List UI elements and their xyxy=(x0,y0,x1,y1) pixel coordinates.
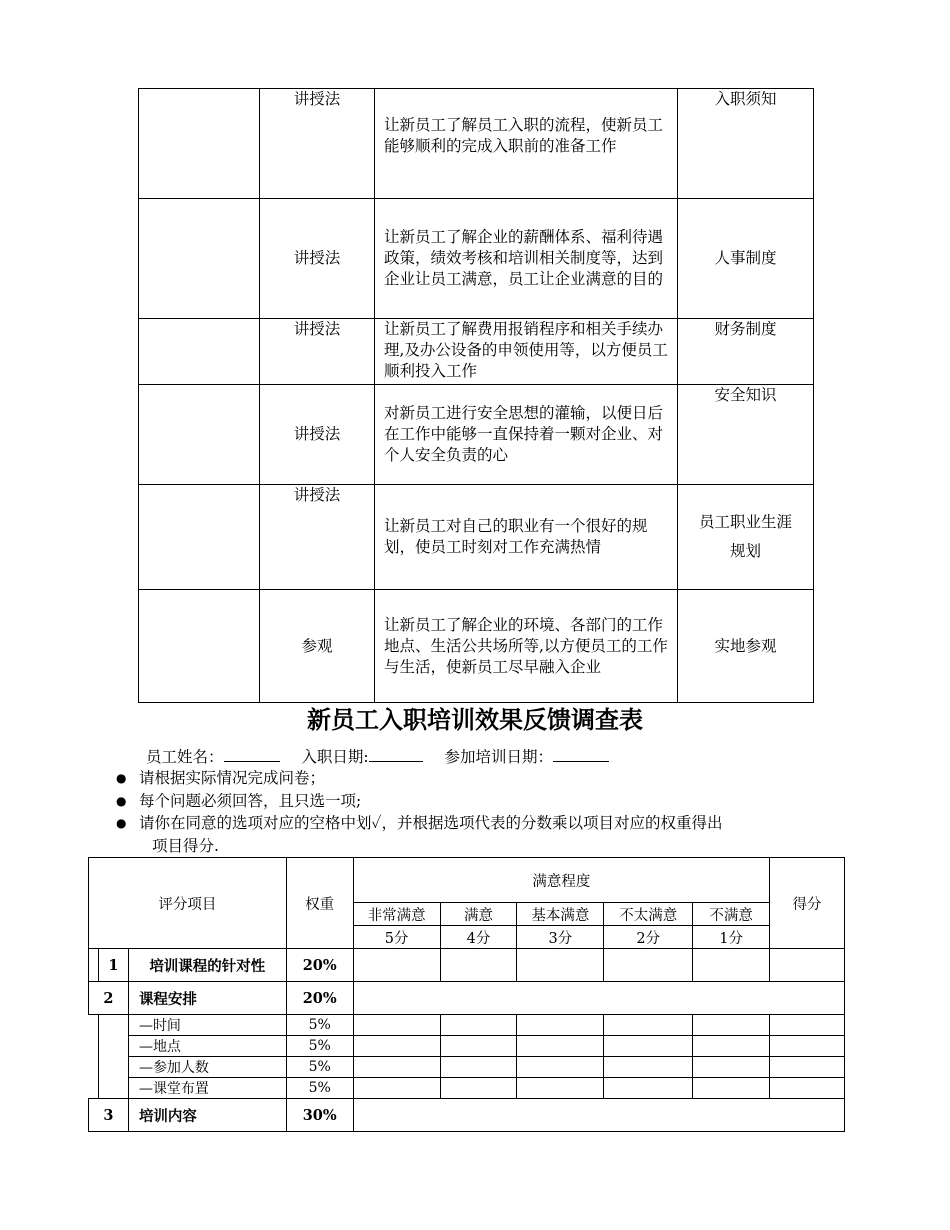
training-purpose: 让新员工了解员工入职的流程，使新员工能够顺利的完成入职前的准备工作 xyxy=(375,89,678,199)
training-topic: 人事制度 xyxy=(678,199,814,319)
bullet-icon: ● xyxy=(116,816,127,830)
check-cell[interactable] xyxy=(440,1078,517,1099)
level-basically-satisfied: 基本满意 xyxy=(517,903,604,926)
subitem-name: —时间 xyxy=(128,1015,286,1036)
check-cell[interactable] xyxy=(517,1015,604,1036)
points-4: 4分 xyxy=(440,926,517,949)
table-row xyxy=(89,1099,845,1132)
points-3: 3分 xyxy=(517,926,604,949)
training-purpose: 让新员工了解企业的环境、各部门的工作地点、生活公共场所等,以方便员工的工作与生活，使新员工尽早融入企业 xyxy=(375,590,678,703)
check-cell[interactable] xyxy=(440,1015,517,1036)
score-cell[interactable] xyxy=(770,949,845,982)
check-cell[interactable] xyxy=(517,1078,604,1099)
item-number: 1 xyxy=(98,949,128,982)
name-blank[interactable] xyxy=(224,745,280,762)
check-cell[interactable] xyxy=(353,1078,440,1099)
points-1: 1分 xyxy=(693,926,770,949)
training-date-label: 参加培训日期： xyxy=(444,748,554,766)
training-purpose: 让新员工了解企业的薪酬体系、福利待遇政策，绩效考核和培训相关制度等，达到企业让员工满意，员工让企业满意的目的 xyxy=(375,199,678,319)
table-row xyxy=(139,89,814,199)
check-cell[interactable] xyxy=(693,949,770,982)
check-cell[interactable] xyxy=(517,949,604,982)
item-weight: 30% xyxy=(286,1099,353,1132)
training-topic: 安全知识 xyxy=(678,385,814,485)
instruction-text: 每个问题必须回答，且只选一项; xyxy=(139,791,362,810)
check-cell[interactable] xyxy=(604,949,693,982)
table-row xyxy=(139,199,814,319)
header-weight: 权重 xyxy=(286,858,353,949)
subitem-weight: 5% xyxy=(286,1015,353,1036)
list-item xyxy=(112,790,872,813)
training-topic: 入职须知 xyxy=(678,89,814,199)
training-plan-table xyxy=(138,88,814,703)
table-row xyxy=(139,590,814,703)
training-topic: 员工职业生涯规划 xyxy=(678,485,814,590)
table-row xyxy=(89,949,845,982)
table-row xyxy=(89,1036,845,1057)
check-cell[interactable] xyxy=(517,1036,604,1057)
survey-title: 新员工入职培训效果反馈调查表 xyxy=(307,705,643,734)
subitem-weight: 5% xyxy=(286,1078,353,1099)
training-purpose: 让新员工对自己的职业有一个很好的规划，使员工时刻对工作充满热情 xyxy=(375,485,678,590)
empty-cell xyxy=(139,385,260,485)
item-name: 培训内容 xyxy=(128,1099,286,1132)
subitem-name: —课堂布置 xyxy=(128,1078,286,1099)
level-unsatisfied: 不满意 xyxy=(693,903,770,926)
instructions-list xyxy=(112,767,872,857)
check-cell[interactable] xyxy=(604,1078,693,1099)
level-not-very-satisfied: 不太满意 xyxy=(604,903,693,926)
training-method: 参观 xyxy=(260,590,375,703)
spacer-cell xyxy=(89,1015,99,1099)
score-cell[interactable] xyxy=(770,1015,845,1036)
empty-cell xyxy=(139,199,260,319)
table-row xyxy=(139,485,814,590)
training-topic: 实地参观 xyxy=(678,590,814,703)
subitem-name: —地点 xyxy=(128,1036,286,1057)
check-cell[interactable] xyxy=(604,1015,693,1036)
check-cell[interactable] xyxy=(353,1036,440,1057)
level-satisfied: 满意 xyxy=(440,903,517,926)
check-cell[interactable] xyxy=(353,1015,440,1036)
check-cell[interactable] xyxy=(440,1036,517,1057)
check-cell[interactable] xyxy=(517,1057,604,1078)
training-topic: 财务制度 xyxy=(678,319,814,385)
item-name: 培训课程的针对性 xyxy=(128,949,286,982)
points-2: 2分 xyxy=(604,926,693,949)
table-row xyxy=(89,1078,845,1099)
check-cell[interactable] xyxy=(693,1078,770,1099)
check-cell[interactable] xyxy=(693,1057,770,1078)
table-row xyxy=(89,982,845,1015)
training-method: 讲授法 xyxy=(260,89,375,199)
name-label: 员工姓名： xyxy=(146,748,224,766)
table-row xyxy=(139,385,814,485)
empty-cell xyxy=(139,89,260,199)
header-item: 评分项目 xyxy=(89,858,287,949)
check-cell[interactable] xyxy=(440,1057,517,1078)
check-cell[interactable] xyxy=(353,1057,440,1078)
header-satisfaction: 满意程度 xyxy=(353,858,769,903)
employee-info-line xyxy=(146,745,609,768)
training-method: 讲授法 xyxy=(260,485,375,590)
instruction-text: 请你在同意的选项对应的空格中划✓，并根据选项代表的分数乘以项目对应的权重得出 xyxy=(139,814,723,832)
item-weight: 20% xyxy=(286,982,353,1015)
training-purpose: 对新员工进行安全思想的灌输，以便日后在工作中能够一直保持着一颗对企业、对个人安全负责的心 xyxy=(375,385,678,485)
item-weight: 20% xyxy=(286,949,353,982)
check-cell[interactable] xyxy=(353,949,440,982)
entry-date-label: 入职日期: xyxy=(301,748,369,766)
score-cell[interactable] xyxy=(770,1078,845,1099)
check-cell[interactable] xyxy=(693,1015,770,1036)
sub-group-cell xyxy=(98,1015,128,1099)
check-cell[interactable] xyxy=(604,1036,693,1057)
subitem-weight: 5% xyxy=(286,1036,353,1057)
table-row xyxy=(89,1015,845,1036)
item-number: 2 xyxy=(89,982,129,1015)
empty-cell xyxy=(139,485,260,590)
empty-cell xyxy=(139,319,260,385)
training-method: 讲授法 xyxy=(260,199,375,319)
list-item xyxy=(112,812,872,835)
points-5: 5分 xyxy=(353,926,440,949)
entry-date-blank[interactable] xyxy=(369,745,423,762)
table-header-row xyxy=(89,858,845,903)
item-name: 课程安排 xyxy=(128,982,286,1015)
bullet-icon: ● xyxy=(116,793,127,808)
check-cell[interactable] xyxy=(440,949,517,982)
spacer-cell xyxy=(89,949,99,982)
score-cell[interactable] xyxy=(770,1057,845,1078)
check-cell[interactable] xyxy=(693,1036,770,1057)
subitem-name: —参加人数 xyxy=(128,1057,286,1078)
table-row xyxy=(139,319,814,385)
merged-cell xyxy=(353,982,844,1015)
merged-cell xyxy=(353,1099,844,1132)
bullet-icon: ● xyxy=(116,771,127,785)
level-very-satisfied: 非常满意 xyxy=(353,903,440,926)
training-date-blank[interactable] xyxy=(553,745,609,762)
empty-cell xyxy=(139,590,260,703)
table-row xyxy=(89,1057,845,1078)
training-method: 讲授法 xyxy=(260,319,375,385)
header-score: 得分 xyxy=(770,858,845,949)
check-cell[interactable] xyxy=(604,1057,693,1078)
item-number: 3 xyxy=(89,1099,129,1132)
score-cell[interactable] xyxy=(770,1036,845,1057)
survey-table xyxy=(88,857,845,1132)
list-item xyxy=(112,767,872,790)
instruction-continuation: 项目得分. xyxy=(152,836,219,855)
subitem-weight: 5% xyxy=(286,1057,353,1078)
training-purpose: 让新员工了解费用报销程序和相关手续办理,及办公设备的申领使用等，以方便员工顺利投入工作 xyxy=(375,319,678,385)
instruction-text: 请根据实际情况完成问卷； xyxy=(139,769,326,787)
training-method: 讲授法 xyxy=(260,385,375,485)
